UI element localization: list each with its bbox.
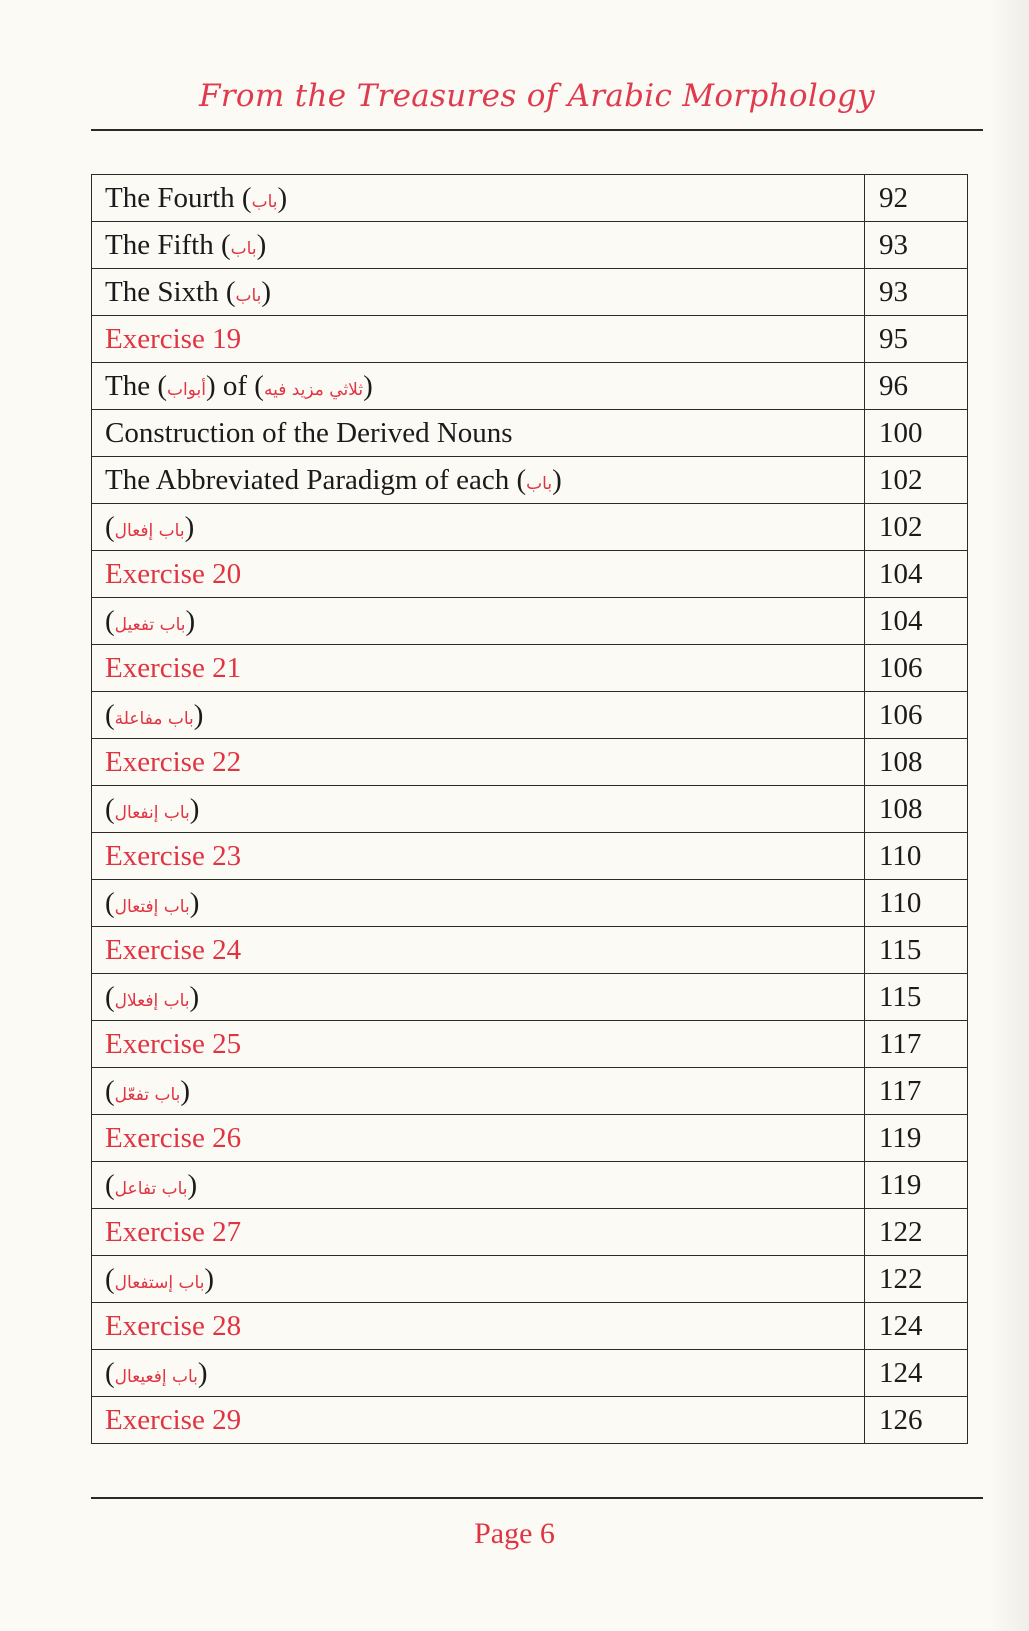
toc-row — [92, 739, 968, 786]
page-edge-shadow — [989, 0, 1029, 1631]
close-paren: ) — [184, 510, 195, 543]
toc-row — [92, 692, 968, 739]
exercise-label: Exercise 27 — [105, 1215, 242, 1248]
toc-row — [92, 1303, 968, 1350]
arabic-term: باب — [235, 285, 262, 306]
close-paren: ) — [189, 792, 200, 825]
toc-page-number: 95 — [865, 316, 968, 363]
arabic-term: باب تفعّل — [114, 1084, 181, 1105]
toc-row — [92, 1350, 968, 1397]
arabic-term: باب — [526, 473, 553, 494]
arabic-term: باب مفاعلة — [114, 708, 194, 729]
toc-row — [92, 786, 968, 833]
toc-page-number: 100 — [865, 410, 968, 457]
open-paren: ( — [105, 1262, 115, 1295]
toc-page-number: 93 — [865, 269, 968, 316]
entry-text-post: ) — [256, 228, 267, 261]
toc-entry-title — [92, 363, 865, 410]
close-paren: ) — [204, 1262, 215, 1295]
toc-entry-title — [92, 974, 865, 1021]
toc-row — [92, 645, 968, 692]
toc-entry-title — [92, 927, 865, 974]
toc-row — [92, 1162, 968, 1209]
open-paren: ( — [105, 510, 115, 543]
toc-page-number: 122 — [865, 1256, 968, 1303]
toc-entry-title — [92, 1350, 865, 1397]
exercise-label: Exercise 21 — [105, 651, 242, 684]
entry-text-post: ) — [552, 463, 562, 496]
exercise-label: Exercise 22 — [105, 745, 242, 778]
toc-entry-title — [92, 269, 865, 316]
toc-entry-title — [92, 1303, 865, 1350]
toc-page-number: 119 — [865, 1115, 968, 1162]
toc-entry-title — [92, 833, 865, 880]
entry-text-mid: ) of ( — [205, 369, 264, 402]
close-paren: ) — [193, 698, 204, 731]
entry-text: The Fifth ( — [105, 228, 231, 261]
toc-page-number: 115 — [865, 974, 968, 1021]
arabic-term: باب — [230, 238, 257, 259]
open-paren: ( — [105, 1356, 115, 1389]
toc-page-number: 122 — [865, 1209, 968, 1256]
toc-row — [92, 316, 968, 363]
toc-page-number: 119 — [865, 1162, 968, 1209]
running-header-title: From the Treasures of Arabic Morphology — [199, 78, 875, 114]
toc-row — [92, 1021, 968, 1068]
toc-page-number: 102 — [865, 504, 968, 551]
toc-row — [92, 1397, 968, 1444]
toc-page-number: 102 — [865, 457, 968, 504]
toc-page-number: 93 — [865, 222, 968, 269]
close-paren: ) — [197, 1356, 208, 1389]
footer-rule — [91, 1497, 983, 1499]
exercise-label: Exercise 28 — [105, 1309, 242, 1342]
entry-text: The Abbreviated Paradigm of each ( — [105, 463, 527, 496]
toc-page-number: 104 — [865, 551, 968, 598]
toc-body — [92, 175, 968, 1444]
toc-entry-title — [92, 1115, 865, 1162]
exercise-label: Exercise 20 — [105, 557, 242, 590]
toc-page-number: 124 — [865, 1350, 968, 1397]
exercise-label: Exercise 26 — [105, 1121, 242, 1154]
arabic-term-2: ثلاثي مزيد فيه — [263, 379, 364, 400]
open-paren: ( — [105, 1074, 115, 1107]
toc-page-number: 108 — [865, 739, 968, 786]
toc-entry-title — [92, 410, 865, 457]
open-paren: ( — [105, 698, 115, 731]
toc-page-number: 106 — [865, 692, 968, 739]
toc-page-number: 110 — [865, 880, 968, 927]
exercise-label: Exercise 29 — [105, 1403, 242, 1436]
arabic-term: باب إفعيعال — [114, 1366, 198, 1387]
close-paren: ) — [187, 1168, 198, 1201]
toc-entry-title — [92, 786, 865, 833]
toc-row — [92, 1115, 968, 1162]
open-paren: ( — [105, 604, 115, 637]
arabic-term: باب تفعيل — [114, 614, 186, 635]
toc-page-number: 106 — [865, 645, 968, 692]
entry-text-post: ) — [277, 181, 288, 214]
entry-text-post: ) — [261, 275, 272, 308]
toc-entry-title — [92, 551, 865, 598]
toc-row — [92, 880, 968, 927]
toc-page-number: 115 — [865, 927, 968, 974]
toc-row — [92, 551, 968, 598]
toc-row — [92, 927, 968, 974]
arabic-term: باب — [251, 191, 278, 212]
toc-entry-title — [92, 222, 865, 269]
toc-page-number: 117 — [865, 1021, 968, 1068]
toc-row — [92, 833, 968, 880]
toc-page-number: 124 — [865, 1303, 968, 1350]
open-paren: ( — [105, 980, 115, 1013]
toc-row — [92, 410, 968, 457]
toc-entry-title — [92, 316, 865, 363]
close-paren: ) — [185, 604, 196, 637]
toc-entry-title — [92, 1256, 865, 1303]
toc-page-number: 104 — [865, 598, 968, 645]
arabic-term: باب إنفعال — [114, 802, 190, 823]
entry-text: The Fourth ( — [105, 181, 252, 214]
entry-text: The ( — [105, 369, 167, 402]
arabic-term: أبواب — [167, 379, 206, 400]
toc-page-number: 96 — [865, 363, 968, 410]
close-paren: ) — [180, 1074, 191, 1107]
toc-entry-title — [92, 645, 865, 692]
open-paren: ( — [105, 886, 115, 919]
arabic-term: باب إفعال — [114, 520, 185, 541]
toc-row — [92, 1256, 968, 1303]
toc-entry-title — [92, 457, 865, 504]
toc-row — [92, 457, 968, 504]
toc-row — [92, 1209, 968, 1256]
toc-page-number: 108 — [865, 786, 968, 833]
open-paren: ( — [105, 1168, 115, 1201]
close-paren: ) — [189, 886, 200, 919]
toc-row — [92, 222, 968, 269]
arabic-term: باب تفاعل — [114, 1178, 188, 1199]
exercise-label: Exercise 25 — [105, 1027, 242, 1060]
exercise-label: Exercise 24 — [105, 933, 242, 966]
toc-entry-title — [92, 880, 865, 927]
arabic-term: باب إفتعال — [114, 896, 190, 917]
exercise-label: Exercise 19 — [105, 322, 242, 355]
toc-row — [92, 1068, 968, 1115]
toc-page-number: 110 — [865, 833, 968, 880]
toc-entry-title — [92, 692, 865, 739]
entry-text: Construction of the Derived Nouns — [105, 416, 513, 449]
arabic-term: باب إفعلال — [114, 990, 190, 1011]
open-paren: ( — [105, 792, 115, 825]
arabic-term: باب إستفعال — [114, 1272, 205, 1293]
toc-entry-title — [92, 1397, 865, 1444]
toc-entry-title — [92, 739, 865, 786]
toc-row — [92, 269, 968, 316]
toc-entry-title — [92, 1209, 865, 1256]
toc-entry-title — [92, 1021, 865, 1068]
exercise-label: Exercise 23 — [105, 839, 242, 872]
entry-text-post: ) — [363, 369, 373, 402]
toc-entry-title — [92, 598, 865, 645]
toc-row — [92, 363, 968, 410]
toc-row — [92, 598, 968, 645]
toc-page-number: 92 — [865, 175, 968, 222]
toc-row — [92, 175, 968, 222]
toc-entry-title — [92, 1068, 865, 1115]
toc-row — [92, 974, 968, 1021]
toc-row — [92, 504, 968, 551]
toc-entry-title — [92, 175, 865, 222]
close-paren: ) — [189, 980, 200, 1013]
table-of-contents — [91, 174, 968, 1444]
header-rule — [91, 129, 983, 131]
entry-text: The Sixth ( — [105, 275, 236, 308]
toc-entry-title — [92, 504, 865, 551]
page-number-label: Page 6 — [474, 1517, 555, 1550]
toc-page-number: 126 — [865, 1397, 968, 1444]
toc-entry-title — [92, 1162, 865, 1209]
toc-page-number: 117 — [865, 1068, 968, 1115]
